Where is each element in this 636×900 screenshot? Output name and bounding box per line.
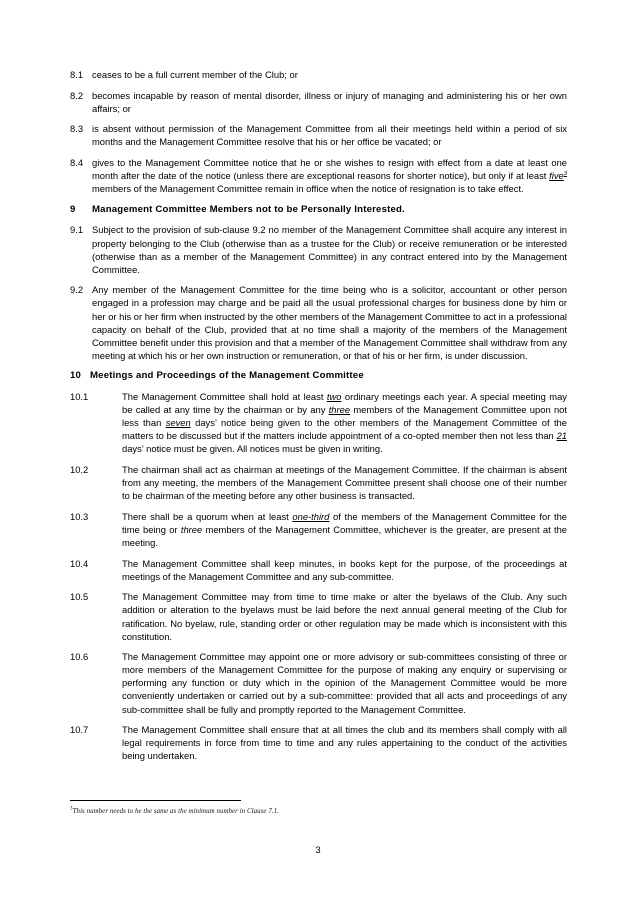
section-heading-text: Management Committee Members not to be Personally Interested. [92,203,405,215]
clause-10-6 [70,650,567,715]
document-body [70,68,567,770]
clause-10-3 [70,510,567,549]
clause-number: 9.2 [70,284,84,296]
clause-text-run: ordinary meetings each year. A special meeting may be called at any time by the chairman or by any [122,391,567,416]
clause-text: Subject to the provision of sub-clause 9.2 no member of the Management Committee shall acquire any interest in property belonging to the Club (otherwise than as a trustee for the Club) or receive remuneration or be interested (otherwise than as a member of the Management Committee) in any contract entered into by the Management Committee. [92,224,567,275]
clause-text: The Management Committee may appoint one or more advisory or sub-committees consisting of three or more members of the Management Committee for the purpose of making any enquiry or supervising or performing any function or duty which in the opinion of the Management Committee would be more conveniently undertaken or carried out by a sub-committee: provided that all acts and proceedings of any sub-committee shall be fully and promptly reported to the Management Committee. [122,651,567,715]
section-heading [70,203,567,216]
footnote-separator-rule [70,800,241,801]
clause-text-run: of the members of the Management Committee for the time being or [122,510,567,535]
section-heading [70,369,567,382]
clause-text [92,156,567,195]
clause-number: 8.3 [70,123,84,135]
clause-number: 10.5 [70,591,89,603]
clause-text-run: days’ notice being given to the other members of the Management Committee of the matters to be discussed but if the matters include appointment of a co-opted member then not less than [122,417,567,442]
clause-10-2 [70,463,567,502]
emphasis-term: three [328,404,351,416]
footnote-reference: 3 [563,170,567,177]
footnote-marker: 3 [70,805,73,812]
clause-number: 10.2 [70,464,89,476]
footnote-body: This number needs to be the same as the minimum number in Clause 7.1. [72,808,279,815]
clause-number: 10.3 [70,510,89,522]
clause-number: 8.4 [70,156,84,168]
emphasis-term: 21 [556,430,567,442]
clause-text-run: members of the Management Committee upon not less than [122,404,567,429]
footnote-text [70,807,567,816]
emphasis-term: one-third [292,510,330,522]
clause-number: 10.4 [70,557,89,569]
emphasis-term: two [326,391,342,403]
section-heading-number: 10 [70,370,82,382]
emphasis-term: five [549,170,564,182]
clause-8-2 [70,89,567,115]
clause-text: The Management Committee shall keep minutes, in books kept for the purpose, of the proceedings at meetings of the Management Committee and any sub-committee. [122,557,567,582]
section-heading-text: Meetings and Proceedings of the Management Committee [90,370,364,382]
clause-8-4 [70,156,567,195]
clause-text-run: members of the Management Committee, whichever is the greater, are present at the meeting. [122,523,567,549]
page-number: 3 [315,845,321,855]
clause-9-2 [70,283,567,362]
clause-text-run: gives to the Management Committee notice that he or she wishes to resign with effect from a date at least one month after the date of the notice (unless there are exceptional reasons for shorter notice), but only if at least [92,156,567,182]
clause-9-1 [70,223,567,275]
emphasis-term: seven [165,417,191,429]
clause-text: ceases to be a full current member of the Club; or [92,69,298,80]
clause-number: 9.1 [70,224,84,236]
clause-10-7 [70,723,567,762]
clause-text: Any member of the Management Committee for the time being who is a solicitor, accountant or other person engaged in a profession may charge and be paid all the usual professional charges for business done by him or her or his or her firm when instructed by the other members of the Management Committee to act in a professional capacity on behalf of the Club, provided that at no time shall a majority of the members of the Management Committee benefit under this provision and that a member of the Management Committee shall withdraw from any meeting at which his or her own instruction or remuneration, or that of his or her firm, is under discussion. [92,284,567,361]
clause-text-run: days’ notice must be given. All notices must be given in writing. [122,443,383,455]
clause-number: 8.2 [70,89,84,101]
clause-text: The Management Committee may from time to time make or alter the byelaws of the Club. Any such addition or alteration to the byelaws must be laid before the next annual general meeting of the Club for ratification. No byelaw, rule, standing order or other regulation may be made which is inconsistent with this constitution. [122,591,567,642]
section-heading-number: 9 [70,203,76,215]
emphasis-term: three [180,523,203,535]
clause-number: 8.1 [70,69,84,80]
clause-10-1 [70,390,567,455]
clause-text [122,510,567,549]
clause-text-run: members of the Management Committee remain in office when the notice of resignation is to take effect. [92,183,524,195]
clause-number: 10.1 [70,391,89,403]
clause-text-run: The Management Committee shall hold at least [122,391,327,403]
clause-8-1 [70,68,567,81]
clause-text-run: There shall be a quorum when at least [122,510,293,522]
clause-text: becomes incapable by reason of mental disorder, illness or injury of managing and administering his or her own affairs; or [92,89,567,114]
clause-text [122,390,567,455]
clause-text: The Management Committee shall ensure that at all times the club and its members shall comply with all legal requirements in force from time to time and any rules appertaining to the conduct of the activities being undertaken. [122,724,567,762]
clause-10-5 [70,590,567,642]
clause-8-3 [70,122,567,148]
clause-number: 10.6 [70,651,89,663]
clause-10-4 [70,557,567,583]
clause-text: The chairman shall act as chairman at meetings of the Management Committee. If the chairman is absent from any meeting, the members of the Management Committee present shall choose one of their number to be chairman of the meeting before any other business is transacted. [122,464,567,502]
footnote-area [70,800,567,816]
clause-text: is absent without permission of the Management Committee from all their meetings held within a period of six months and the Management Committee resolve that his or her office be vacated; or [92,123,567,148]
clause-number: 10.7 [70,724,89,736]
